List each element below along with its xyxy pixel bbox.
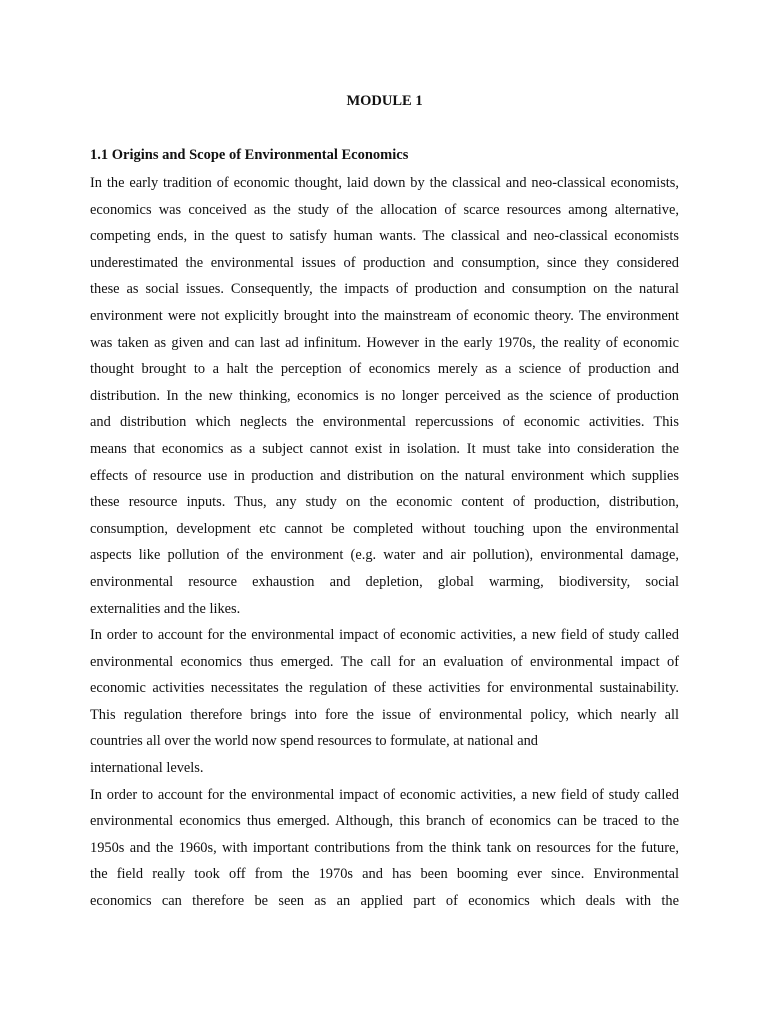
paragraph-line: means that economics as a subject cannot exist in isolation. It must take into consideration the xyxy=(90,440,679,457)
paragraph-line: In order to account for the environmental impact of economic activities, a new field of study called xyxy=(90,627,679,644)
paragraph-line: international levels. xyxy=(90,760,204,777)
paragraph-line: environment were not explicitly brought into the mainstream of economic theory. The environment xyxy=(90,307,679,324)
paragraph-line: consumption, development etc cannot be completed without touching upon the environmental xyxy=(90,520,679,537)
paragraph-line: environmental resource exhaustion and depletion, global warming, biodiversity, social xyxy=(90,573,679,590)
paragraph-line: economics was conceived as the study of the allocation of scarce resources among alternative, xyxy=(90,201,679,218)
paragraph-line: In order to account for the environmental impact of economic activities, a new field of study called xyxy=(90,786,679,803)
paragraph-1 xyxy=(90,170,679,622)
document-page xyxy=(90,90,679,915)
paragraph-line: and distribution which neglects the environmental repercussions of economic activities. This xyxy=(90,414,679,431)
paragraph-line: economics can therefore be seen as an applied part of economics which deals with the xyxy=(90,893,679,910)
paragraph-line: This regulation therefore brings into fore the issue of environmental policy, which nearly all xyxy=(90,706,679,723)
paragraph-line: thought brought to a halt the perception of economics merely as a science of production and xyxy=(90,361,679,378)
paragraph-line: was taken as given and can last ad infinitum. However in the early 1970s, the reality of economic xyxy=(90,334,679,351)
paragraph-line: externalities and the likes. xyxy=(90,600,241,617)
paragraph-line: 1950s and the 1960s, with important contributions from the think tank on resources for the future, xyxy=(90,839,679,856)
paragraph-line: these as social issues. Consequently, the impacts of production and consumption on the natural xyxy=(90,281,679,298)
paragraph-2 xyxy=(90,622,679,782)
paragraph-line: environmental economics thus emerged. Although, this branch of economics can be traced to the xyxy=(90,813,679,830)
paragraph-line: countries all over the world now spend resources to formulate, at national and xyxy=(90,733,538,750)
paragraph-line: these resource inputs. Thus, any study on the economic content of production, distribution, xyxy=(90,494,679,511)
paragraph-line: effects of resource use in production and distribution on the natural environment which supplies xyxy=(90,467,679,484)
paragraph-line: underestimated the environmental issues of production and consumption, since they considered xyxy=(90,254,679,271)
paragraph-line: In the early tradition of economic thought, laid down by the classical and neo-classical economists, xyxy=(90,175,679,191)
paragraph-line: the field really took off from the 1970s and has been booming ever since. Environmental xyxy=(90,866,679,883)
module-title: MODULE 1 xyxy=(346,93,423,109)
paragraph-line: competing ends, in the quest to satisfy human wants. The classical and neo-classical economists xyxy=(90,228,679,245)
paragraph-line: distribution. In the new thinking, economics is no longer perceived as the science of production xyxy=(90,387,679,404)
paragraph-line: environmental economics thus emerged. The call for an evaluation of environmental impact of xyxy=(90,653,679,670)
paragraph-line: economic activities necessitates the regulation of these activities for environmental sustainability. xyxy=(90,680,679,697)
paragraph-3 xyxy=(90,782,679,915)
paragraph-line: aspects like pollution of the environment (e.g. water and air pollution), environmental damage, xyxy=(90,547,679,564)
section-heading: 1.1 Origins and Scope of Environmental Economics xyxy=(90,147,409,163)
